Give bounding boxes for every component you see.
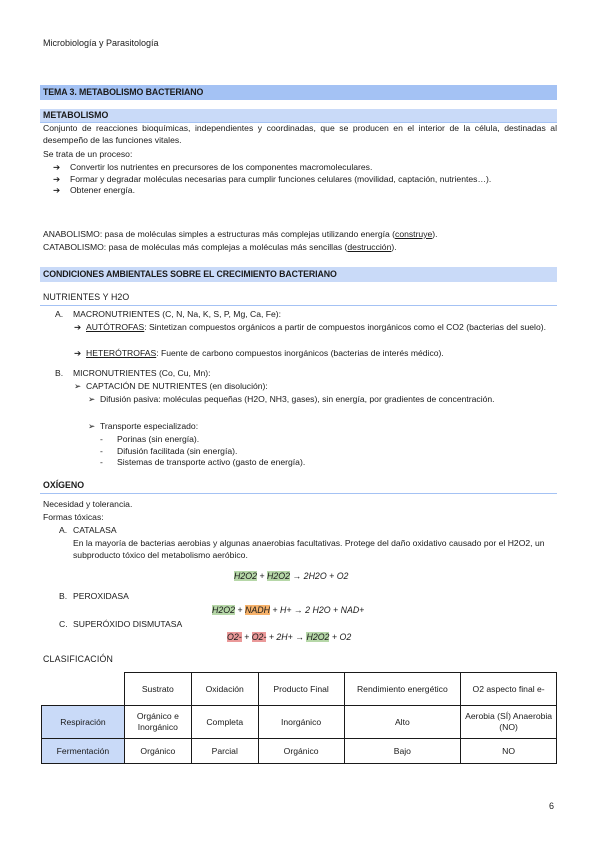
clasificacion-heading: CLASIFICACIÓN [43,654,114,664]
section-condiciones-heading: CONDICIONES AMBIENTALES SOBRE EL CRECIMIENTO BACTERIANO [40,267,557,282]
list-item: - Porinas (sin energía). [100,434,200,444]
difusion-item: ➢ Difusión pasiva: moléculas pequeñas (H2O, NH3, gases), sin energía, por gradientes de concentración. [88,394,495,404]
list-item: ➔ Formar y degradar moléculas necesarias para cumplir funciones celulares (movilidad, captación, nutrientes…). [53,173,492,184]
heterotrofas-item: ➔ HETERÓTROFAS: Fuente de carbono compuestos inorgánicos (bacterias de interés médico). [74,348,444,358]
arrow-icon: ➔ [53,173,61,184]
table-row [42,739,557,764]
clasificacion-table [41,672,557,764]
table-cell: NO [461,739,557,764]
oxigeno-line2: Formas tóxicas: [43,512,104,522]
catalasa-formula: H2O2 + H2O2 → 2H2O + O2 [234,571,349,581]
table-cell: Bajo [344,739,461,764]
transporte-item: ➢ Transporte especializado: [88,421,199,431]
catalasa-title: CATALASA [73,525,117,535]
micronutrientes-text: MICRONUTRIENTES (Co, Cu, Mn): [73,368,211,378]
peroxidasa-title: PEROXIDASA [73,591,129,601]
table-cell: Parcial [191,739,258,764]
column-header: Oxidación [191,673,258,706]
table-cell: Orgánico [258,739,344,764]
row-header: Fermentación [42,739,125,764]
table-cell: Inorgánico [258,706,344,739]
column-header: Producto Final [258,673,344,706]
catalasa-label: A. [59,525,68,535]
list-item: - Sistemas de transporte activo (gasto de energía). [100,457,306,468]
peroxidasa-formula: H2O2 + NADH + H+ → 2 H2O + NAD+ [212,605,365,615]
table-header-row [42,673,557,706]
arrow-icon: ➔ [53,162,61,172]
table-cell: Completa [191,706,258,739]
arrow-icon: ➔ [53,185,61,196]
superoxido-title: SUPERÓXIDO DISMUTASA [73,619,183,629]
process-intro: Se trata de un proceso: [43,149,133,159]
table-cell: Alto [344,706,461,739]
superoxido-label: C. [59,619,68,629]
list-item: ➔ Obtener energía. [53,185,135,196]
captacion-item: ➢ CAPTACIÓN DE NUTRIENTES (en disolución): [74,381,268,391]
anabolismo-line: ANABOLISMO: pasa de moléculas simples a estructuras más complejas utilizando energía (construye). [43,229,438,239]
column-header: Sustrato [124,673,191,706]
section-metabolismo-heading: METABOLISMO [40,109,557,123]
macronutrientes-text: MACRONUTRIENTES (C, N, Na, K, S, P, Mg, Ca, Fe): [73,309,282,319]
peroxidasa-label: B. [59,591,68,601]
column-header: Rendimiento energético [344,673,461,706]
triangle-arrow-icon: ➢ [88,421,96,431]
superoxido-formula: O2- + O2- + 2H+ → H2O2 + O2 [227,632,352,642]
document-header: Microbiología y Parasitología [43,38,159,48]
table-cell: Orgánico [124,739,191,764]
row-header: Respiración [42,706,125,739]
triangle-arrow-icon: ➢ [74,381,82,391]
table-cell: Aerobia (SÍ) Anaerobia (NO) [461,706,557,739]
micro-label: B. [55,368,64,378]
arrow-icon: ➔ [74,348,82,358]
transporte-list [100,434,305,469]
arrow-icon: ➔ [74,322,82,332]
catalasa-text: En la mayoría de bacterias aerobias y algunas anaerobias facultativas. Protege del daño oxidativo causado por el H2O2, un subproducto tóxico del metabolismo aeróbico. [73,538,545,560]
page-number: 6 [549,801,555,811]
oxigeno-heading: OXÍGENO [40,480,557,494]
list-item: ➔ Convertir los nutrientes en precursores de los componentes macromoleculares. [53,162,373,172]
triangle-arrow-icon: ➢ [88,394,96,404]
macro-label: A. [55,309,64,319]
catabolismo-line: CATABOLISMO: pasa de moléculas más complejas a moléculas más sencillas (destrucción). [43,242,397,252]
topic-title: TEMA 3. METABOLISMO BACTERIANO [40,85,557,100]
process-list [53,162,557,197]
table-row [42,706,557,739]
column-header: O2 aspecto final e- [461,673,557,706]
metabolismo-definition: Conjunto de reacciones bioquímicas, independientes y coordinadas, que se producen en el interior de la célula, destinadas al desempeño de las funciones vitales. [43,123,557,145]
oxigeno-line1: Necesidad y tolerancia. [43,499,133,509]
autotrofas-item: ➔ AUTÓTROFAS: Sintetizan compuestos orgánicos a partir de compuestos inorgánicos como el CO2 (bacterias del suelo). [74,322,546,332]
nutrientes-heading: NUTRIENTES Y H2O [40,292,557,306]
table-cell: Orgánico e Inorgánico [124,706,191,739]
list-item: - Difusión facilitada (sin energía). [100,445,238,456]
